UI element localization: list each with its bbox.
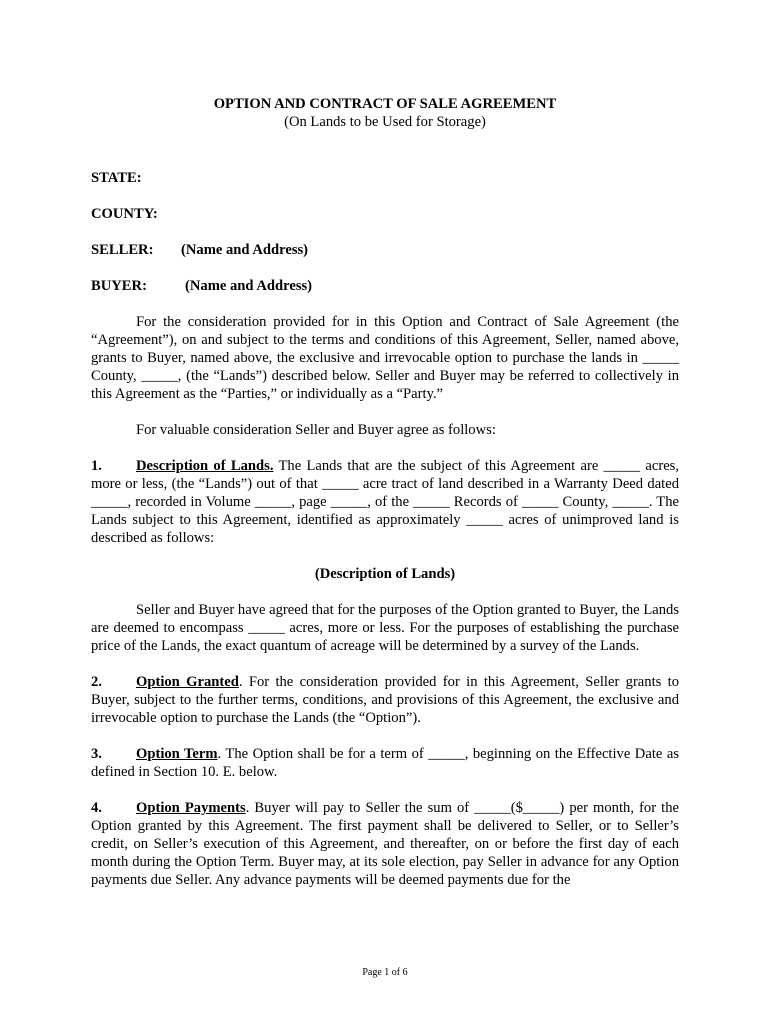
- section-heading: Option Granted: [136, 674, 239, 690]
- buyer-value: (Name and Address): [185, 278, 313, 294]
- county-line: [91, 205, 679, 223]
- buyer-line: [91, 277, 679, 295]
- section-number: 4.: [91, 800, 102, 816]
- section-number: 2.: [91, 674, 102, 690]
- section-heading: Description of Lands.: [136, 458, 274, 474]
- section-heading: Option Term: [136, 746, 218, 762]
- section-number: 3.: [91, 746, 102, 762]
- acreage-paragraph: Seller and Buyer have agreed that for the purposes of the Option granted to Buyer, the Lands are deemed to encompass _____ acres, more or less. For the purposes of establishing the purchase price of the Lands, the exact quantum of acreage will be determined by a survey of the Lands.: [91, 602, 679, 654]
- document-title: OPTION AND CONTRACT OF SALE AGREEMENT: [213, 96, 557, 112]
- description-heading: (Description of Lands): [314, 566, 456, 582]
- section-text: The Lands that are the subject of this Agreement are _____ acres, more or less, (the “Lands”) out of that _____ acre tract of land described in a Warranty Deed dated _____, recorded in Volume _____, page _____, of the _____ Records of _____ County, _____. The Lands subject to this Agreement, identified as approximately _____ acres of unimproved land is described as follows:: [91, 458, 679, 546]
- state-line: [91, 169, 679, 187]
- section-text: . For the consideration provided for in this Agreement, Seller grants to Buyer, subject to the further terms, conditions, and provisions of this Agreement, the exclusive and irrevocable option to purchase the Lands (the “Option”).: [91, 674, 679, 726]
- document-subtitle: (On Lands to be Used for Storage): [284, 114, 486, 130]
- buyer-label: BUYER:: [91, 278, 147, 294]
- document-body: [91, 95, 679, 889]
- agree-paragraph: For valuable consideration Seller and Buyer agree as follows:: [136, 422, 496, 438]
- section-1: [91, 457, 679, 547]
- section-2: [91, 673, 679, 727]
- section-heading: Option Payments: [136, 800, 246, 816]
- section-text: . Buyer will pay to Seller the sum of _____($_____) per month, for the Option granted by this Agreement. The first payment shall be delivered to Seller, or to Seller’s credit, on Seller’s execution of this Agreement, and thereafter, on or before the first day of each month during the Option Term. Buyer may, at its sole election, pay Seller in advance for any Option payments due Seller. Any advance payments will be deemed payments due for the: [91, 800, 679, 888]
- county-label: COUNTY:: [91, 206, 158, 222]
- section-4: [91, 799, 679, 889]
- seller-label: SELLER:: [91, 242, 154, 258]
- seller-line: [91, 241, 679, 259]
- section-number: 1.: [91, 458, 102, 474]
- state-label: STATE:: [91, 170, 142, 186]
- section-text: . The Option shall be for a term of _____, beginning on the Effective Date as defined in Section 10. E. below.: [91, 746, 679, 780]
- page-footer: Page 1 of 6: [362, 967, 408, 978]
- intro-paragraph: For the consideration provided for in this Option and Contract of Sale Agreement (the “Agreement”), on and subject to the terms and conditions of this Agreement, Seller, named above, grants to Buyer, named above, the exclusive and irrevocable option to purchase the lands in _____ County, _____, (the “Lands”) described below. Seller and Buyer may be referred to collectively in this Agreement as the “Parties,” or individually as a “Party.”: [91, 314, 679, 402]
- section-3: [91, 745, 679, 781]
- seller-value: (Name and Address): [181, 242, 309, 258]
